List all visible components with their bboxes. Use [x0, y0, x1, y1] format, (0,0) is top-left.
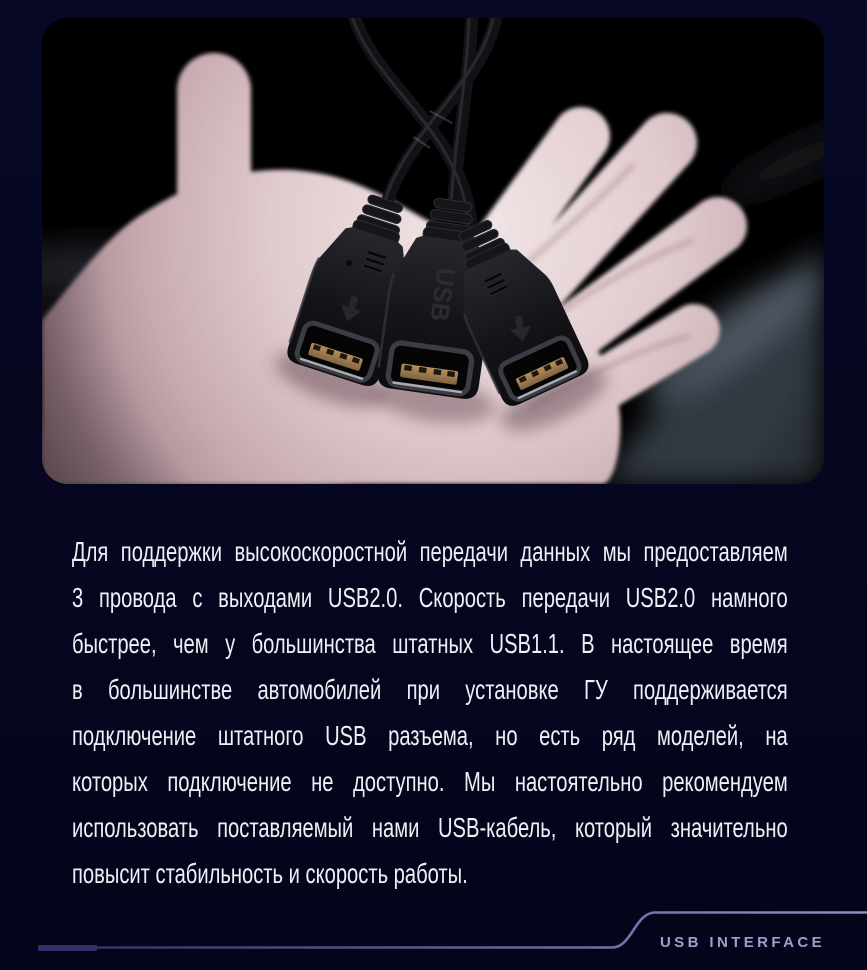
description-line: в большинстве автомобилей при установке ГУ поддерживается	[72, 674, 788, 705]
description-line: повысит стабильность и скорость работы.	[72, 858, 468, 889]
description-line: Для поддержки высокоскоростной передачи данных мы предоставляем	[72, 536, 788, 567]
footer-label: USB INTERFACE	[659, 934, 825, 951]
product-photo	[42, 18, 824, 484]
accent-bar	[38, 945, 97, 951]
photo-vignette	[42, 18, 824, 484]
description-line: 3 провода с выходами USB2.0. Скорость передачи USB2.0 намного	[72, 582, 788, 613]
description-line: использовать поставляемый нами USB-кабель, который значительно	[72, 812, 788, 843]
description-paragraph	[72, 529, 788, 897]
description-line: быстрее, чем у большинства штатных USB1.1. В настоящее время	[72, 628, 788, 659]
photo-illustration	[42, 18, 824, 484]
description-line: которых подключение не доступно. Мы настоятельно рекомендуем	[72, 766, 788, 797]
description-line: подключение штатного USB разъема, но есть ряд моделей, на	[72, 720, 788, 751]
